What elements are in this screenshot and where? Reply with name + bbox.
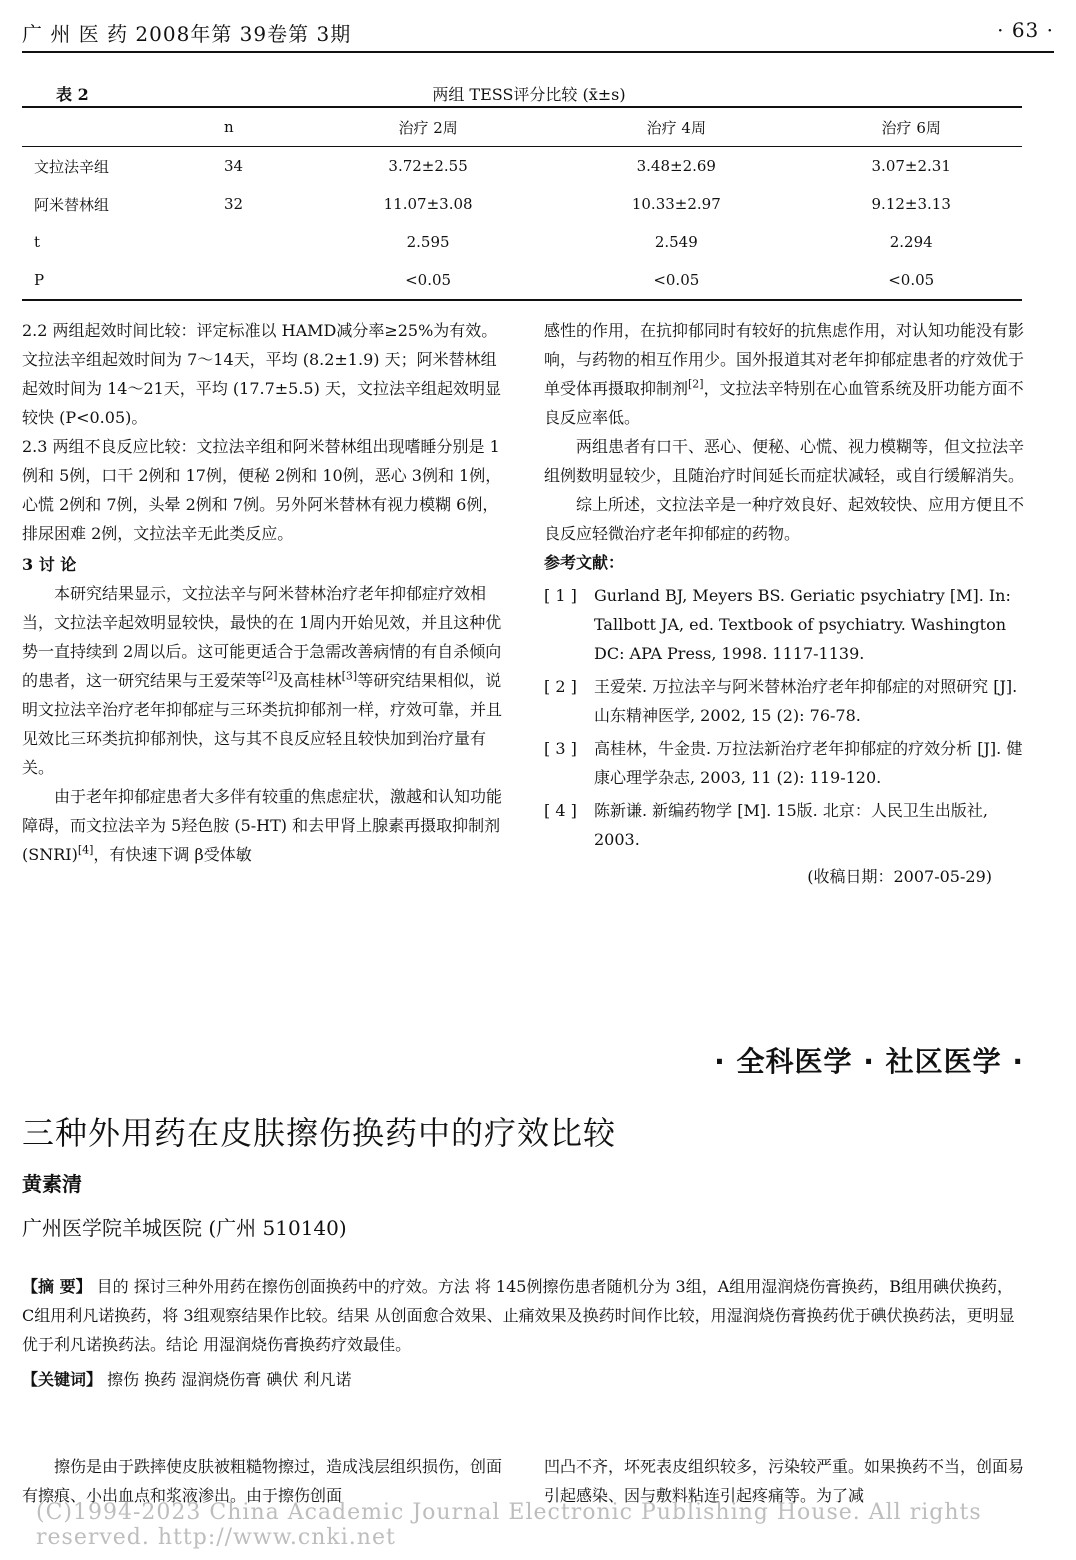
page-number: · 63 ·: [997, 18, 1054, 42]
keywords-text: 擦伤 换药 湿润烧伤膏 碘伏 利凡诺: [107, 1370, 352, 1389]
citation: [2]: [262, 669, 278, 683]
table-cell: 3.07±2.31: [871, 157, 951, 175]
table-row: [22, 223, 1022, 261]
table-cell: [224, 261, 304, 300]
keywords-label: 【关键词】: [22, 1370, 103, 1389]
paragraph-2-2: 2.2 两组起效时间比较：评定标准以 HAMD减分率≥25%为有效。文拉法辛组起效时间为 7～14天，平均 (8.2±1.9) 天；阿米替林组起效时间为 14～21天，平均 (17.7±5.5) 天，文拉法辛组起效明显较快 (P<0.05)。: [22, 321, 501, 427]
table-2: [22, 80, 1022, 301]
citation: [2]: [688, 377, 704, 391]
citation: [4]: [77, 843, 94, 857]
section-banner: · 全科医学 · 社区医学 ·: [714, 1045, 1024, 1078]
table-cell: 3.48±2.69: [636, 157, 716, 175]
table-row: [22, 261, 1022, 300]
table-cell: 2.549: [654, 233, 698, 251]
table-header-cell: 治疗 2周: [398, 118, 458, 137]
reference-text: 陈新谦. 新编药物学 [M]. 15版. 北京：人民卫生出版社, 2003.: [594, 801, 988, 849]
reference-number: [ 1 ]: [544, 586, 577, 605]
abstract-block: [22, 1272, 1022, 1394]
discussion-paragraph: [22, 782, 504, 869]
table-caption: [22, 80, 1022, 106]
text: 本研究结果显示，文拉法辛与阿米替林治疗老年抑郁症疗效相当，文拉法辛起效明显较快，最快的在 1周内开始见效，并且这种优势一直持续到 2周以后。这可能更适合于急需改善病情的有自杀倾向的患者，这一研究结果与王爱荣等: [22, 584, 502, 690]
text: 及高桂林: [277, 671, 342, 690]
text: 感性的作用，在抗抑郁同时有较好的抗焦虑作用，对认知功能没有影响，与药物的相互作用少。国外报道其对老年抑郁症患者的疗效优于单受体再摄取抑制剂: [544, 321, 1025, 398]
table-header-cell: n: [224, 118, 234, 136]
table-row: [22, 147, 1022, 186]
reference-text: 王爱荣. 万拉法辛与阿米替林治疗老年抑郁症的对照研究 [J]. 山东精神医学, 2002, 15 (2): 76-78.: [594, 677, 1018, 725]
reference-number: [ 3 ]: [544, 739, 577, 758]
table-cell: <0.05: [653, 271, 700, 289]
table-cell: 阿米替林组: [34, 195, 110, 214]
table-cell: 11.07±3.08: [383, 195, 473, 213]
paragraph-2-3: 2.3 两组不良反应比较：文拉法辛组和阿米替林组出现嗜睡分别是 1例和 5例，口干 2例和 17例，便秘 2例和 10例，恶心 3例和 1例，心慌 2例和 7例，头晕 2例和 7例。另外阿米替林有视力模糊 6例，排尿困难 2例，文拉法辛无此类反应。: [22, 437, 502, 543]
table-header-row: [22, 107, 1022, 147]
table-cell: 9.12±3.13: [871, 195, 951, 213]
table-header-cell: 治疗 4周: [646, 118, 706, 137]
left-column: [22, 316, 504, 869]
author-name: 黄素清: [22, 1172, 82, 1196]
table-header-cell: [22, 107, 224, 147]
conclusion-paragraph: 综上所述，文拉法辛是一种疗效良好、起效较快、应用方便且不良反应轻微治疗老年抑郁症的药物。: [544, 495, 1025, 543]
two-column-body: [22, 316, 1032, 936]
text: ，文拉法辛特别在心血管系统及肝功能方面不良反应率低。: [544, 379, 1024, 427]
table-title: 两组 TESS评分比较 (x̄±s): [432, 84, 626, 104]
table-label: 表 2: [56, 84, 89, 104]
reference-item: [544, 796, 1026, 854]
table-cell: <0.05: [405, 271, 452, 289]
reference-item: [544, 672, 1026, 730]
header-rule: [22, 51, 1054, 53]
reference-text: Gurland BJ, Meyers BS. Geriatic psychiatry [M]. In: Tallbott JA, ed. Textbook of psychiatry. Washington DC: APA Press, 1998. 1117-1139.: [594, 586, 1011, 663]
abstract: [22, 1272, 1022, 1359]
watermark: (C)1994-2023 China Academic Journal Electronic Publishing House. All rights reserved. http://www.cnki.net: [36, 1500, 982, 1550]
article-title: 三种外用药在皮肤擦伤换药中的疗效比较: [22, 1114, 617, 1152]
abstract-label: 【摘 要】: [22, 1277, 92, 1296]
section-heading: 3 讨 论: [22, 555, 77, 574]
abstract-text: 目的 探讨三种外用药在擦伤创面换药中的疗效。方法 将 145例擦伤患者随机分为 3组，A组用湿润烧伤膏换药，B组用碘伏换药，C组用利凡诺换药，将 3组观察结果作比较。结果 从创面愈合效果、止痛效果及换药时间作比较，用湿润烧伤膏换药优于碘伏换药法，更明显优于利凡诺换药法。结论 用湿润烧伤膏换药疗效最佳。: [22, 1277, 1015, 1354]
reference-item: [544, 734, 1026, 792]
table-cell: 32: [224, 195, 244, 213]
affiliation: 广州医学院羊城医院 (广州 510140): [22, 1216, 347, 1240]
reference-text: 高桂林，牛金贵. 万拉法新治疗老年抑郁症的疗效分析 [J]. 健康心理学杂志, 2003, 11 (2): 119-120.: [594, 739, 1023, 787]
table-cell: <0.05: [888, 271, 935, 289]
text: 等研究结果相似，说明文拉法辛治疗老年抑郁症与三环类抗抑郁剂一样，疗效可靠，并且见效比三环类抗抑郁剂快，这与其不良反应轻且较快加到治疗量有关。: [22, 671, 503, 777]
reference-number: [ 2 ]: [544, 677, 577, 696]
article-paragraph: 擦伤是由于跌摔使皮肤被粗糙物擦过，造成浅层组织损伤，创面有擦痕、小出血点和浆液渗出。由于擦伤创面: [22, 1457, 503, 1505]
table-cell: 文拉法辛组: [34, 157, 110, 176]
journal-header-left: 广 州 医 药 2008年第 39卷第 3期: [22, 22, 352, 46]
right-column: [544, 316, 1026, 891]
keywords: [22, 1365, 1022, 1394]
received-date: (收稿日期：2007-05-29): [807, 867, 992, 886]
reference-number: [ 4 ]: [544, 801, 577, 820]
table-header-cell: 治疗 6周: [881, 118, 941, 137]
text: 由于老年抑郁症患者大多伴有较重的焦虑症状，激越和认知功能障碍，而文拉法辛为 5羟色胺 (5-HT) 和去甲肾上腺素再摄取抑制剂 (SNRI): [22, 787, 503, 864]
running-header: [22, 18, 1054, 58]
table-cell: [224, 223, 304, 261]
references-title: 参考文献：: [544, 553, 625, 572]
paragraph: 两组患者有口干、恶心、便秘、心慌、视力模糊等，但文拉法辛组例数明显较少，且随治疗时间延长而症状减轻，或自行缓解消失。: [544, 437, 1025, 485]
discussion-continued: [544, 316, 1026, 432]
discussion-paragraph: [22, 579, 504, 782]
table-cell: 2.294: [889, 233, 933, 251]
citation: [3]: [341, 669, 358, 683]
table-cell: 10.33±2.97: [631, 195, 721, 213]
table-cell: t: [34, 233, 41, 251]
reference-item: [544, 581, 1026, 668]
table-row: [22, 185, 1022, 223]
table-cell: 2.595: [406, 233, 450, 251]
article-paragraph: 凹凸不齐，坏死表皮组织较多，污染较严重。如果换药不当，创面易引起感染、因与敷料粘连引起疼痛等。为了减: [544, 1457, 1025, 1505]
table-cell: 34: [224, 157, 244, 175]
table-cell: 3.72±2.55: [388, 157, 468, 175]
table-cell: P: [34, 271, 45, 289]
text: ，有快速下调 β受体敏: [93, 845, 252, 864]
tess-table: [22, 106, 1022, 301]
